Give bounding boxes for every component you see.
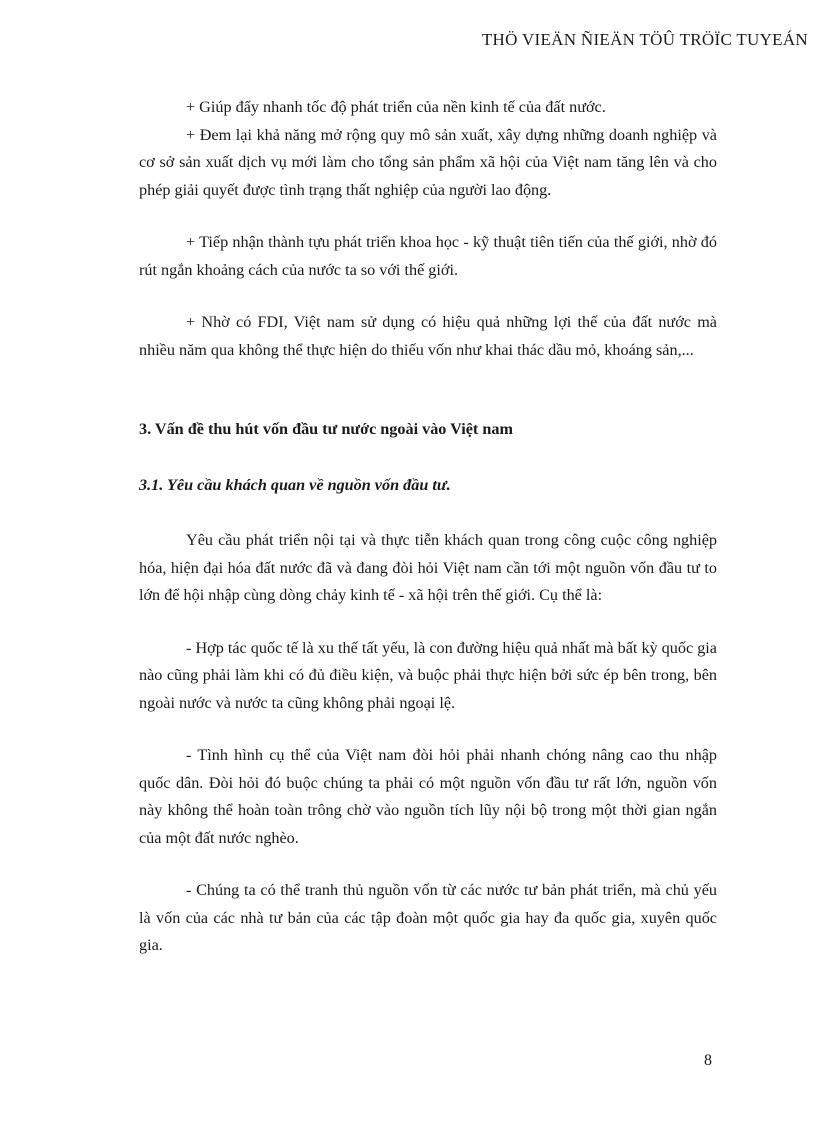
paragraph-production: + Đem lại khả năng mở rộng quy mô sản xuất, xây dựng những doanh nghiệp và cơ sở sản xuất dịch vụ mới làm cho tổng sản phẩm xã hội của Việt nam tăng lên và cho phép giải quyết được tình trạng thất nghiệp của người lao động. (139, 125, 717, 199)
spacer (139, 852, 717, 877)
spacer (139, 284, 717, 309)
paragraph-fdi: + Nhờ có FDI, Việt nam sử dụng có hiệu quả những lợi thế của đất nước mà nhiều năm qua không thể thực hiện do thiếu vốn như khai thác dầu mỏ, khoáng sản,... (139, 313, 717, 359)
page-header: THÖ VIEÄN ÑIEÄN TÖÛ TRÖÏC TUYEÁN (481, 30, 808, 49)
paragraph-requirements: Yêu cầu phát triển nội tại và thực tiễn khách quan trong công cuộc công nghiệp hóa, hiện đại hóa đất nước đã và đang đòi hỏi Việt nam cần tới một nguồn vốn đầu tư to lớn để hội nhập cùng dòng chảy kinh tế - xã hội trên thế giới. Cụ thể là: (139, 531, 717, 604)
spacer (139, 444, 717, 472)
paragraph-technology: + Tiếp nhận thành tựu phát triển khoa học - kỹ thuật tiên tiến của thế giới, nhờ đó rút ngắn khoảng cách của nước ta so với thế giới. (139, 233, 717, 279)
spacer (139, 499, 717, 527)
spacer (139, 717, 717, 742)
spacer (139, 204, 717, 229)
spacer (139, 610, 717, 635)
document-body (139, 94, 717, 960)
subsection-heading: 3.1. Yêu cầu khách quan về nguồn vốn đầu tư. (139, 475, 451, 494)
paragraph-growth: + Giúp đẩy nhanh tốc độ phát triển của nền kinh tế của đất nước. (186, 98, 606, 116)
paragraph-cooperation: - Hợp tác quốc tế là xu thế tất yếu, là con đường hiệu quả nhất mà bất kỳ quốc gia nào cũng phải làm khi có đủ điều kiện, và buộc phải thực hiện bởi sức ép bên trong, bên ngoài nước và nước ta cũng không phải ngoại lệ. (139, 638, 717, 712)
paragraph-capital-sources: - Chúng ta có thể tranh thủ nguồn vốn từ các nước tư bản phát triển, mà chủ yếu là vốn của các nhà tư bản của các tập đoàn một quốc gia hay đa quốc gia, xuyên quốc gia. (139, 881, 717, 954)
page-number: 8 (704, 1052, 712, 1069)
section-heading: 3. Vấn đề thu hút vốn đầu tư nước ngoài vào Việt nam (139, 420, 513, 438)
paragraph-national-income: - Tình hình cụ thể của Việt nam đòi hỏi phải nhanh chóng nâng cao thu nhập quốc dân. Đòi hỏi đó buộc chúng ta phải có một nguồn vốn đầu tư rất lớn, nguồn vốn này không thể hoàn toàn trông chờ vào nguồn tích lũy nội bộ trong một thời gian ngắn của một đất nước nghèo. (139, 746, 717, 847)
spacer (139, 364, 717, 416)
